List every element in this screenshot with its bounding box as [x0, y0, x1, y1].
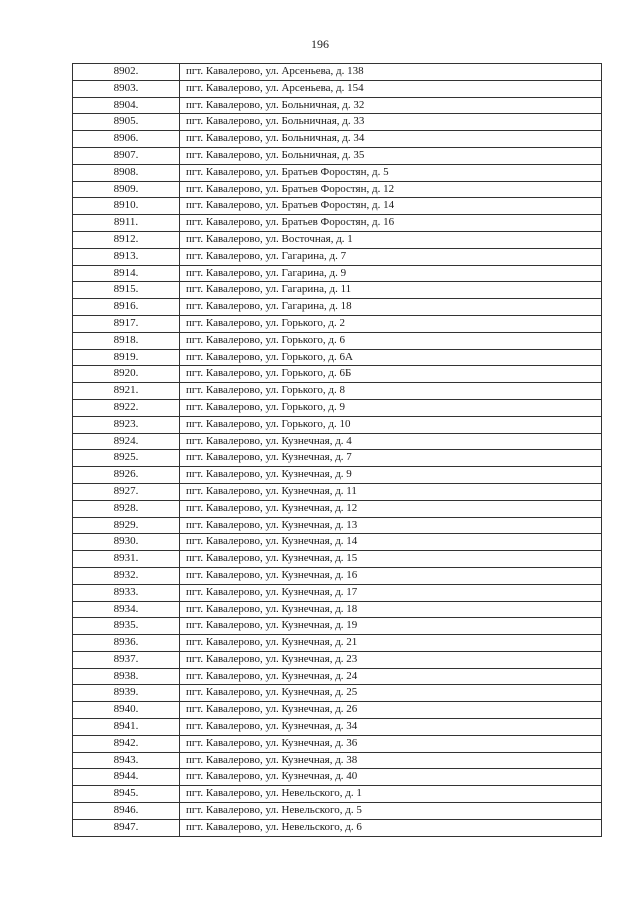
- table-row: [73, 769, 602, 786]
- table-row: [73, 735, 602, 752]
- row-address: пгт. Кавалерово, ул. Гагарина, д. 18: [180, 299, 602, 316]
- row-address: пгт. Кавалерово, ул. Кузнечная, д. 14: [180, 534, 602, 551]
- table-row: [73, 752, 602, 769]
- table-row: [73, 651, 602, 668]
- row-number: 8937.: [73, 651, 180, 668]
- row-address: пгт. Кавалерово, ул. Кузнечная, д. 16: [180, 567, 602, 584]
- row-address: пгт. Кавалерово, ул. Кузнечная, д. 25: [180, 685, 602, 702]
- table-row: [73, 551, 602, 568]
- row-address: пгт. Кавалерово, ул. Восточная, д. 1: [180, 231, 602, 248]
- row-address: пгт. Кавалерово, ул. Братьев Форостян, д. 16: [180, 215, 602, 232]
- table-row: [73, 534, 602, 551]
- row-address: пгт. Кавалерово, ул. Больничная, д. 32: [180, 97, 602, 114]
- row-address: пгт. Кавалерово, ул. Кузнечная, д. 15: [180, 551, 602, 568]
- row-number: 8915.: [73, 282, 180, 299]
- row-address: пгт. Кавалерово, ул. Гагарина, д. 9: [180, 265, 602, 282]
- table-row: [73, 702, 602, 719]
- row-number: 8928.: [73, 500, 180, 517]
- row-number: 8903.: [73, 80, 180, 97]
- row-number: 8906.: [73, 131, 180, 148]
- row-number: 8907.: [73, 147, 180, 164]
- row-number: 8934.: [73, 601, 180, 618]
- row-address: пгт. Кавалерово, ул. Кузнечная, д. 4: [180, 433, 602, 450]
- table-row: [73, 483, 602, 500]
- row-address: пгт. Кавалерово, ул. Кузнечная, д. 34: [180, 719, 602, 736]
- table-row: [73, 433, 602, 450]
- table-row: [73, 231, 602, 248]
- row-number: 8947.: [73, 819, 180, 836]
- row-number: 8908.: [73, 164, 180, 181]
- table-row: [73, 383, 602, 400]
- row-number: 8940.: [73, 702, 180, 719]
- table-row: [73, 819, 602, 836]
- address-table: [72, 63, 602, 837]
- row-address: пгт. Кавалерово, ул. Кузнечная, д. 40: [180, 769, 602, 786]
- row-address: пгт. Кавалерово, ул. Больничная, д. 33: [180, 114, 602, 131]
- row-address: пгт. Кавалерово, ул. Кузнечная, д. 12: [180, 500, 602, 517]
- row-number: 8935.: [73, 618, 180, 635]
- table-row: [73, 685, 602, 702]
- row-number: 8930.: [73, 534, 180, 551]
- row-number: 8917.: [73, 315, 180, 332]
- row-address: пгт. Кавалерово, ул. Арсеньева, д. 138: [180, 64, 602, 81]
- table-row: [73, 64, 602, 81]
- table-row: [73, 282, 602, 299]
- table-row: [73, 164, 602, 181]
- row-address: пгт. Кавалерово, ул. Горького, д. 2: [180, 315, 602, 332]
- row-address: пгт. Кавалерово, ул. Гагарина, д. 11: [180, 282, 602, 299]
- row-address: пгт. Кавалерово, ул. Кузнечная, д. 11: [180, 483, 602, 500]
- table-row: [73, 147, 602, 164]
- table-row: [73, 450, 602, 467]
- row-number: 8911.: [73, 215, 180, 232]
- table-row: [73, 265, 602, 282]
- table-row: [73, 215, 602, 232]
- row-number: 8909.: [73, 181, 180, 198]
- table-row: [73, 198, 602, 215]
- row-address: пгт. Кавалерово, ул. Кузнечная, д. 19: [180, 618, 602, 635]
- row-number: 8920.: [73, 366, 180, 383]
- table-row: [73, 248, 602, 265]
- row-address: пгт. Кавалерово, ул. Братьев Форостян, д. 5: [180, 164, 602, 181]
- table-row: [73, 584, 602, 601]
- table-row: [73, 349, 602, 366]
- row-number: 8945.: [73, 786, 180, 803]
- row-address: пгт. Кавалерово, ул. Кузнечная, д. 18: [180, 601, 602, 618]
- row-number: 8944.: [73, 769, 180, 786]
- row-address: пгт. Кавалерово, ул. Кузнечная, д. 21: [180, 635, 602, 652]
- row-number: 8938.: [73, 668, 180, 685]
- row-number: 8926.: [73, 467, 180, 484]
- table-row: [73, 315, 602, 332]
- row-address: пгт. Кавалерово, ул. Арсеньева, д. 154: [180, 80, 602, 97]
- row-number: 8933.: [73, 584, 180, 601]
- row-number: 8902.: [73, 64, 180, 81]
- row-number: 8932.: [73, 567, 180, 584]
- row-number: 8922.: [73, 399, 180, 416]
- row-address: пгт. Кавалерово, ул. Горького, д. 8: [180, 383, 602, 400]
- table-row: [73, 618, 602, 635]
- row-address: пгт. Кавалерово, ул. Кузнечная, д. 26: [180, 702, 602, 719]
- row-address: пгт. Кавалерово, ул. Братьев Форостян, д. 12: [180, 181, 602, 198]
- row-address: пгт. Кавалерово, ул. Горького, д. 6Б: [180, 366, 602, 383]
- row-address: пгт. Кавалерово, ул. Кузнечная, д. 9: [180, 467, 602, 484]
- row-number: 8919.: [73, 349, 180, 366]
- row-number: 8929.: [73, 517, 180, 534]
- row-number: 8943.: [73, 752, 180, 769]
- row-address: пгт. Кавалерово, ул. Больничная, д. 35: [180, 147, 602, 164]
- row-number: 8939.: [73, 685, 180, 702]
- table-row: [73, 517, 602, 534]
- table-row: [73, 567, 602, 584]
- row-number: 8946.: [73, 803, 180, 820]
- row-address: пгт. Кавалерово, ул. Кузнечная, д. 38: [180, 752, 602, 769]
- table-row: [73, 97, 602, 114]
- row-number: 8942.: [73, 735, 180, 752]
- row-address: пгт. Кавалерово, ул. Невельского, д. 6: [180, 819, 602, 836]
- row-address: пгт. Кавалерово, ул. Кузнечная, д. 17: [180, 584, 602, 601]
- row-address: пгт. Кавалерово, ул. Невельского, д. 1: [180, 786, 602, 803]
- table-row: [73, 601, 602, 618]
- row-address: пгт. Кавалерово, ул. Горького, д. 6А: [180, 349, 602, 366]
- row-number: 8918.: [73, 332, 180, 349]
- table-row: [73, 668, 602, 685]
- row-number: 8923.: [73, 416, 180, 433]
- row-number: 8936.: [73, 635, 180, 652]
- row-number: 8905.: [73, 114, 180, 131]
- row-address: пгт. Кавалерово, ул. Горького, д. 6: [180, 332, 602, 349]
- row-address: пгт. Кавалерово, ул. Кузнечная, д. 7: [180, 450, 602, 467]
- row-number: 8931.: [73, 551, 180, 568]
- table-row: [73, 299, 602, 316]
- table-row: [73, 719, 602, 736]
- table-row: [73, 181, 602, 198]
- table-row: [73, 114, 602, 131]
- page-number: 196: [311, 37, 329, 51]
- row-number: 8912.: [73, 231, 180, 248]
- row-number: 8914.: [73, 265, 180, 282]
- row-address: пгт. Кавалерово, ул. Кузнечная, д. 24: [180, 668, 602, 685]
- row-number: 8927.: [73, 483, 180, 500]
- table-row: [73, 131, 602, 148]
- row-address: пгт. Кавалерово, ул. Горького, д. 9: [180, 399, 602, 416]
- table-row: [73, 399, 602, 416]
- row-number: 8913.: [73, 248, 180, 265]
- row-address: пгт. Кавалерово, ул. Кузнечная, д. 13: [180, 517, 602, 534]
- table-row: [73, 416, 602, 433]
- table-row: [73, 635, 602, 652]
- table-row: [73, 467, 602, 484]
- row-address: пгт. Кавалерово, ул. Братьев Форостян, д. 14: [180, 198, 602, 215]
- row-number: 8910.: [73, 198, 180, 215]
- table-row: [73, 803, 602, 820]
- table-row: [73, 500, 602, 517]
- table-row: [73, 786, 602, 803]
- row-number: 8904.: [73, 97, 180, 114]
- row-address: пгт. Кавалерово, ул. Больничная, д. 34: [180, 131, 602, 148]
- row-number: 8924.: [73, 433, 180, 450]
- row-number: 8925.: [73, 450, 180, 467]
- row-number: 8921.: [73, 383, 180, 400]
- table-row: [73, 332, 602, 349]
- row-address: пгт. Кавалерово, ул. Невельского, д. 5: [180, 803, 602, 820]
- row-address: пгт. Кавалерово, ул. Кузнечная, д. 23: [180, 651, 602, 668]
- row-number: 8916.: [73, 299, 180, 316]
- table-row: [73, 80, 602, 97]
- address-table-body: [73, 64, 602, 837]
- row-number: 8941.: [73, 719, 180, 736]
- row-address: пгт. Кавалерово, ул. Кузнечная, д. 36: [180, 735, 602, 752]
- table-row: [73, 366, 602, 383]
- row-address: пгт. Кавалерово, ул. Гагарина, д. 7: [180, 248, 602, 265]
- row-address: пгт. Кавалерово, ул. Горького, д. 10: [180, 416, 602, 433]
